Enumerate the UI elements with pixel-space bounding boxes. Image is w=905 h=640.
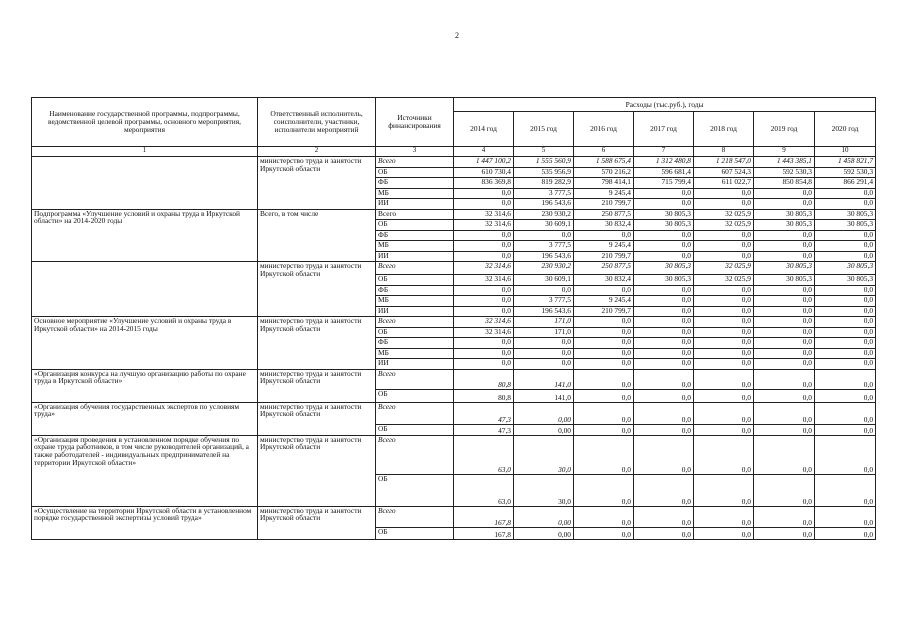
executor-cell: министерство труда и занятости Иркутской области <box>258 369 376 402</box>
table-row <box>32 369 876 389</box>
value-cell: 0,0 <box>454 241 514 252</box>
value-cell: 30 805,3 <box>815 220 876 231</box>
value-cell: 0,0 <box>815 474 876 506</box>
value-cell: 1 555 560,9 <box>514 157 574 168</box>
value-cell: 0,0 <box>574 435 634 474</box>
value-cell: 0,00 <box>514 527 574 539</box>
value-cell: 0,0 <box>634 188 694 199</box>
value-cell: 0,0 <box>634 251 694 262</box>
value-cell: 32 314,6 <box>454 275 514 286</box>
header-year: 2016 год <box>574 112 634 147</box>
value-cell: 32 314,6 <box>454 317 514 328</box>
value-cell: 0,0 <box>574 359 634 370</box>
header-year: 2019 год <box>754 112 815 147</box>
program-name-cell: Основное мероприятие «Улучшение условий и охраны труда в Иркутской области» на 2014-2015 годы <box>32 317 258 370</box>
value-cell: 0,0 <box>574 424 634 435</box>
value-cell: 0,0 <box>815 199 876 210</box>
value-cell: 607 524,3 <box>694 167 754 178</box>
executor-cell: Всего, в том числе <box>258 209 376 262</box>
value-cell: 0,0 <box>454 230 514 241</box>
value-cell: 0,0 <box>754 230 815 241</box>
funding-source-cell: ИИ <box>376 199 454 210</box>
value-cell: 167,8 <box>454 527 514 539</box>
value-cell: 0,0 <box>574 527 634 539</box>
value-cell: 836 369,8 <box>454 178 514 189</box>
header-executor-column: Ответственный исполнитель, соисполнители, участники, исполнители мероприятий <box>258 98 376 147</box>
funding-source-cell: ОБ <box>376 474 454 506</box>
value-cell: 0,0 <box>754 306 815 317</box>
funding-source-cell: Всего <box>376 209 454 220</box>
value-cell: 0,0 <box>694 285 754 296</box>
value-cell: 210 799,7 <box>574 199 634 210</box>
value-cell: 0,0 <box>454 251 514 262</box>
value-cell: 592 530,3 <box>754 167 815 178</box>
table-row <box>32 262 876 275</box>
value-cell: 0,0 <box>634 348 694 359</box>
header-name-column: Наименование государственной программы, подпрограммы, ведомственной целевой программы, основного мероприятия, мероприятия <box>32 98 258 147</box>
program-name-cell: «Организация проведения в установленном порядке обучения по охране труда работников, в том числе руководителей организаций, а также работодателей - индивидуальных предпринимателей на территории Иркутской области» <box>32 435 258 506</box>
value-cell: 610 730,4 <box>454 167 514 178</box>
funding-source-cell: ФБ <box>376 285 454 296</box>
funding-source-cell: МБ <box>376 241 454 252</box>
value-cell: 30 805,3 <box>634 275 694 286</box>
value-cell: 592 530,3 <box>815 167 876 178</box>
value-cell: 0,0 <box>754 389 815 402</box>
program-name-cell: «Организация конкурса на лучшую организацию работы по охране труда в Иркутской области» <box>32 369 258 402</box>
value-cell: 0,0 <box>694 296 754 307</box>
value-cell: 32 025,9 <box>694 275 754 286</box>
value-cell: 30 805,3 <box>634 220 694 231</box>
value-cell: 0,0 <box>815 435 876 474</box>
value-cell: 30 805,3 <box>754 209 815 220</box>
table-row <box>32 435 876 474</box>
table-row <box>32 402 876 424</box>
value-cell: 866 291,4 <box>815 178 876 189</box>
expenses-table <box>31 97 876 540</box>
value-cell: 0,0 <box>754 369 815 389</box>
funding-source-cell: Всего <box>376 369 454 389</box>
table-row <box>32 157 876 168</box>
value-cell: 0,0 <box>514 359 574 370</box>
value-cell: 30 832,4 <box>574 220 634 231</box>
table-row <box>32 209 876 220</box>
value-cell: 30 805,3 <box>754 262 815 275</box>
value-cell: 30 609,1 <box>514 220 574 231</box>
value-cell: 196 543,6 <box>514 199 574 210</box>
funding-source-cell: ОБ <box>376 389 454 402</box>
value-cell: 0,0 <box>694 359 754 370</box>
funding-source-cell: ИИ <box>376 306 454 317</box>
value-cell: 0,0 <box>454 296 514 307</box>
page-number: 2 <box>455 31 459 40</box>
executor-cell: министерство труда и занятости Иркутской области <box>258 402 376 435</box>
program-name-cell <box>32 157 258 210</box>
value-cell: 570 216,2 <box>574 167 634 178</box>
value-cell: 9 245,4 <box>574 241 634 252</box>
value-cell: 0,0 <box>754 527 815 539</box>
funding-source-cell: МБ <box>376 188 454 199</box>
value-cell: 0,0 <box>754 296 815 307</box>
value-cell: 167,8 <box>454 506 514 527</box>
value-cell: 0,0 <box>634 285 694 296</box>
value-cell: 0,0 <box>454 285 514 296</box>
value-cell: 47,3 <box>454 402 514 424</box>
value-cell: 0,0 <box>694 527 754 539</box>
value-cell: 0,0 <box>634 527 694 539</box>
value-cell: 210 799,7 <box>574 306 634 317</box>
program-name-cell: «Организация обучения государственных экспертов по условиям труда» <box>32 402 258 435</box>
value-cell: 0,0 <box>514 230 574 241</box>
value-cell: 0,0 <box>754 424 815 435</box>
value-cell: 0,0 <box>574 389 634 402</box>
value-cell: 30 832,4 <box>574 275 634 286</box>
value-cell: 0,0 <box>514 348 574 359</box>
value-cell: 0,0 <box>815 285 876 296</box>
value-cell: 0,0 <box>754 241 815 252</box>
value-cell: 0,0 <box>815 527 876 539</box>
column-number: 6 <box>574 147 634 157</box>
column-number-row <box>32 147 876 157</box>
value-cell: 611 022,7 <box>694 178 754 189</box>
value-cell: 0,0 <box>694 348 754 359</box>
value-cell: 0,0 <box>454 188 514 199</box>
value-cell: 0,0 <box>815 359 876 370</box>
value-cell: 3 777,5 <box>514 188 574 199</box>
value-cell: 32 314,6 <box>454 209 514 220</box>
value-cell: 0,0 <box>454 306 514 317</box>
funding-source-cell: Всего <box>376 317 454 328</box>
value-cell: 0,0 <box>694 402 754 424</box>
value-cell: 250 877,5 <box>574 209 634 220</box>
value-cell: 819 282,9 <box>514 178 574 189</box>
value-cell: 0,0 <box>754 402 815 424</box>
value-cell: 230 930,2 <box>514 262 574 275</box>
value-cell: 0,0 <box>634 317 694 328</box>
funding-source-cell: Всего <box>376 157 454 168</box>
value-cell: 9 245,4 <box>574 188 634 199</box>
value-cell: 0,0 <box>634 389 694 402</box>
value-cell: 0,0 <box>634 327 694 338</box>
funding-source-cell: ФБ <box>376 338 454 349</box>
value-cell: 0,0 <box>634 474 694 506</box>
value-cell: 32 314,6 <box>454 262 514 275</box>
header-year: 2015 год <box>514 112 574 147</box>
column-number: 8 <box>694 147 754 157</box>
value-cell: 0,0 <box>574 348 634 359</box>
value-cell: 1 447 100,2 <box>454 157 514 168</box>
header-year: 2014 год <box>454 112 514 147</box>
value-cell: 0,0 <box>454 348 514 359</box>
funding-source-cell: МБ <box>376 296 454 307</box>
value-cell: 0,0 <box>514 338 574 349</box>
value-cell: 32 025,9 <box>694 220 754 231</box>
value-cell: 0,0 <box>634 338 694 349</box>
value-cell: 0,0 <box>754 317 815 328</box>
value-cell: 0,0 <box>815 251 876 262</box>
value-cell: 250 877,5 <box>574 262 634 275</box>
value-cell: 0,0 <box>694 241 754 252</box>
value-cell: 0,0 <box>694 230 754 241</box>
value-cell: 0,0 <box>754 474 815 506</box>
value-cell: 0,0 <box>574 285 634 296</box>
value-cell: 1 443 385,1 <box>754 157 815 168</box>
value-cell: 9 245,4 <box>574 296 634 307</box>
value-cell: 0,0 <box>815 230 876 241</box>
value-cell: 171,0 <box>514 327 574 338</box>
value-cell: 0,0 <box>815 241 876 252</box>
funding-source-cell: ОБ <box>376 327 454 338</box>
value-cell: 3 777,5 <box>514 241 574 252</box>
value-cell: 0,0 <box>634 369 694 389</box>
value-cell: 196 543,6 <box>514 251 574 262</box>
value-cell: 30 609,1 <box>514 275 574 286</box>
funding-source-cell: Всего <box>376 402 454 424</box>
table-row <box>32 506 876 527</box>
value-cell: 0,0 <box>634 306 694 317</box>
value-cell: 30 805,3 <box>815 275 876 286</box>
value-cell: 1 588 675,4 <box>574 157 634 168</box>
funding-source-cell: Всего <box>376 506 454 527</box>
value-cell: 0,0 <box>754 359 815 370</box>
value-cell: 1 218 547,0 <box>694 157 754 168</box>
value-cell: 0,0 <box>634 435 694 474</box>
executor-cell: министерство труда и занятости Иркутской области <box>258 435 376 506</box>
program-name-cell: Подпрограмма «Улучшение условий и охраны труда в Иркутской области» на 2014-2020 годы <box>32 209 258 262</box>
value-cell: 80,8 <box>454 369 514 389</box>
value-cell: 0,0 <box>574 317 634 328</box>
value-cell: 0,0 <box>694 199 754 210</box>
value-cell: 30,0 <box>514 474 574 506</box>
value-cell: 0,0 <box>574 327 634 338</box>
value-cell: 171,0 <box>514 317 574 328</box>
value-cell: 0,0 <box>574 369 634 389</box>
value-cell: 0,0 <box>815 402 876 424</box>
column-number: 7 <box>634 147 694 157</box>
value-cell: 0,0 <box>815 188 876 199</box>
value-cell: 715 799,4 <box>634 178 694 189</box>
value-cell: 30,0 <box>514 435 574 474</box>
value-cell: 1 312 480,8 <box>634 157 694 168</box>
header-sources-column: Источники финансирования <box>376 98 454 147</box>
value-cell: 0,0 <box>754 338 815 349</box>
value-cell: 1 458 821,7 <box>815 157 876 168</box>
value-cell: 0,0 <box>634 199 694 210</box>
value-cell: 0,0 <box>574 230 634 241</box>
value-cell: 0,0 <box>815 296 876 307</box>
value-cell: 0,0 <box>815 369 876 389</box>
value-cell: 30 805,3 <box>754 220 815 231</box>
value-cell: 0,0 <box>634 402 694 424</box>
value-cell: 30 805,3 <box>815 262 876 275</box>
value-cell: 0,0 <box>694 435 754 474</box>
value-cell: 230 930,2 <box>514 209 574 220</box>
value-cell: 0,0 <box>574 402 634 424</box>
value-cell: 0,0 <box>815 317 876 328</box>
value-cell: 0,0 <box>694 338 754 349</box>
table-body <box>32 147 876 540</box>
funding-source-cell: ИИ <box>376 251 454 262</box>
value-cell: 0,0 <box>694 389 754 402</box>
value-cell: 0,0 <box>634 506 694 527</box>
value-cell: 0,0 <box>815 338 876 349</box>
value-cell: 0,00 <box>514 402 574 424</box>
value-cell: 0,0 <box>754 251 815 262</box>
value-cell: 0,0 <box>694 317 754 328</box>
value-cell: 0,0 <box>694 327 754 338</box>
value-cell: 0,0 <box>694 424 754 435</box>
value-cell: 0,0 <box>694 474 754 506</box>
value-cell: 850 854,8 <box>754 178 815 189</box>
executor-cell: министерство труда и занятости Иркутской области <box>258 506 376 539</box>
funding-source-cell: ОБ <box>376 220 454 231</box>
value-cell: 0,0 <box>634 359 694 370</box>
value-cell: 0,0 <box>694 188 754 199</box>
value-cell: 596 681,4 <box>634 167 694 178</box>
value-cell: 0,0 <box>754 506 815 527</box>
value-cell: 30 805,3 <box>815 209 876 220</box>
funding-source-cell: МБ <box>376 348 454 359</box>
value-cell: 0,0 <box>754 435 815 474</box>
value-cell: 0,0 <box>574 338 634 349</box>
funding-source-cell: Всего <box>376 262 454 275</box>
value-cell: 0,0 <box>634 424 694 435</box>
value-cell: 32 314,6 <box>454 327 514 338</box>
column-number: 2 <box>258 147 376 157</box>
value-cell: 0,0 <box>815 424 876 435</box>
funding-source-cell: ОБ <box>376 275 454 286</box>
value-cell: 535 956,9 <box>514 167 574 178</box>
column-number: 1 <box>32 147 258 157</box>
value-cell: 30 805,3 <box>754 275 815 286</box>
value-cell: 0,0 <box>694 369 754 389</box>
value-cell: 141,0 <box>514 389 574 402</box>
value-cell: 0,0 <box>694 306 754 317</box>
program-name-cell: «Осуществление на территории Иркутской области в установленном порядке государственной экспертизы условий труда» <box>32 506 258 539</box>
funding-source-cell: ИИ <box>376 359 454 370</box>
value-cell: 0,0 <box>754 188 815 199</box>
column-number: 10 <box>815 147 876 157</box>
funding-source-cell: ФБ <box>376 230 454 241</box>
value-cell: 47,3 <box>454 424 514 435</box>
value-cell: 0,0 <box>815 306 876 317</box>
value-cell: 32 025,9 <box>694 209 754 220</box>
value-cell: 0,0 <box>634 296 694 307</box>
value-cell: 63,0 <box>454 474 514 506</box>
column-number: 5 <box>514 147 574 157</box>
value-cell: 32 025,9 <box>694 262 754 275</box>
value-cell: 80,8 <box>454 389 514 402</box>
value-cell: 0,0 <box>815 506 876 527</box>
value-cell: 0,0 <box>754 285 815 296</box>
value-cell: 196 543,6 <box>514 306 574 317</box>
executor-cell: министерство труда и занятости Иркутской области <box>258 317 376 370</box>
funding-source-cell: ОБ <box>376 424 454 435</box>
value-cell: 0,0 <box>754 327 815 338</box>
value-cell: 210 799,7 <box>574 251 634 262</box>
program-name-cell <box>32 262 258 317</box>
value-cell: 0,0 <box>454 338 514 349</box>
value-cell: 0,0 <box>454 199 514 210</box>
value-cell: 30 805,3 <box>634 262 694 275</box>
value-cell: 0,0 <box>815 348 876 359</box>
value-cell: 0,0 <box>634 230 694 241</box>
value-cell: 30 805,3 <box>634 209 694 220</box>
value-cell: 0,0 <box>634 241 694 252</box>
value-cell: 32 314,6 <box>454 220 514 231</box>
funding-source-cell: Всего <box>376 435 454 474</box>
executor-cell: министерство труда и занятости Иркутской области <box>258 262 376 317</box>
value-cell: 0,0 <box>815 389 876 402</box>
table-row <box>32 317 876 328</box>
value-cell: 141,0 <box>514 369 574 389</box>
header-expenses-title: Расходы (тыс.руб.), годы <box>454 98 876 112</box>
value-cell: 0,0 <box>815 327 876 338</box>
executor-cell: министерство труда и занятости Иркутской области <box>258 157 376 210</box>
header-year: 2020 год <box>815 112 876 147</box>
header-year: 2018 год <box>694 112 754 147</box>
header-year: 2017 год <box>634 112 694 147</box>
value-cell: 0,0 <box>754 199 815 210</box>
value-cell: 0,0 <box>514 285 574 296</box>
value-cell: 798 414,1 <box>574 178 634 189</box>
funding-source-cell: ОБ <box>376 527 454 539</box>
funding-source-cell: ФБ <box>376 178 454 189</box>
value-cell: 0,00 <box>514 506 574 527</box>
value-cell: 0,0 <box>574 474 634 506</box>
value-cell: 0,0 <box>754 348 815 359</box>
column-number: 9 <box>754 147 815 157</box>
value-cell: 0,0 <box>694 506 754 527</box>
column-number: 3 <box>376 147 454 157</box>
value-cell: 3 777,5 <box>514 296 574 307</box>
value-cell: 63,0 <box>454 435 514 474</box>
value-cell: 0,0 <box>694 251 754 262</box>
value-cell: 0,00 <box>514 424 574 435</box>
funding-source-cell: ОБ <box>376 167 454 178</box>
column-number: 4 <box>454 147 514 157</box>
value-cell: 0,0 <box>454 359 514 370</box>
value-cell: 0,0 <box>574 506 634 527</box>
